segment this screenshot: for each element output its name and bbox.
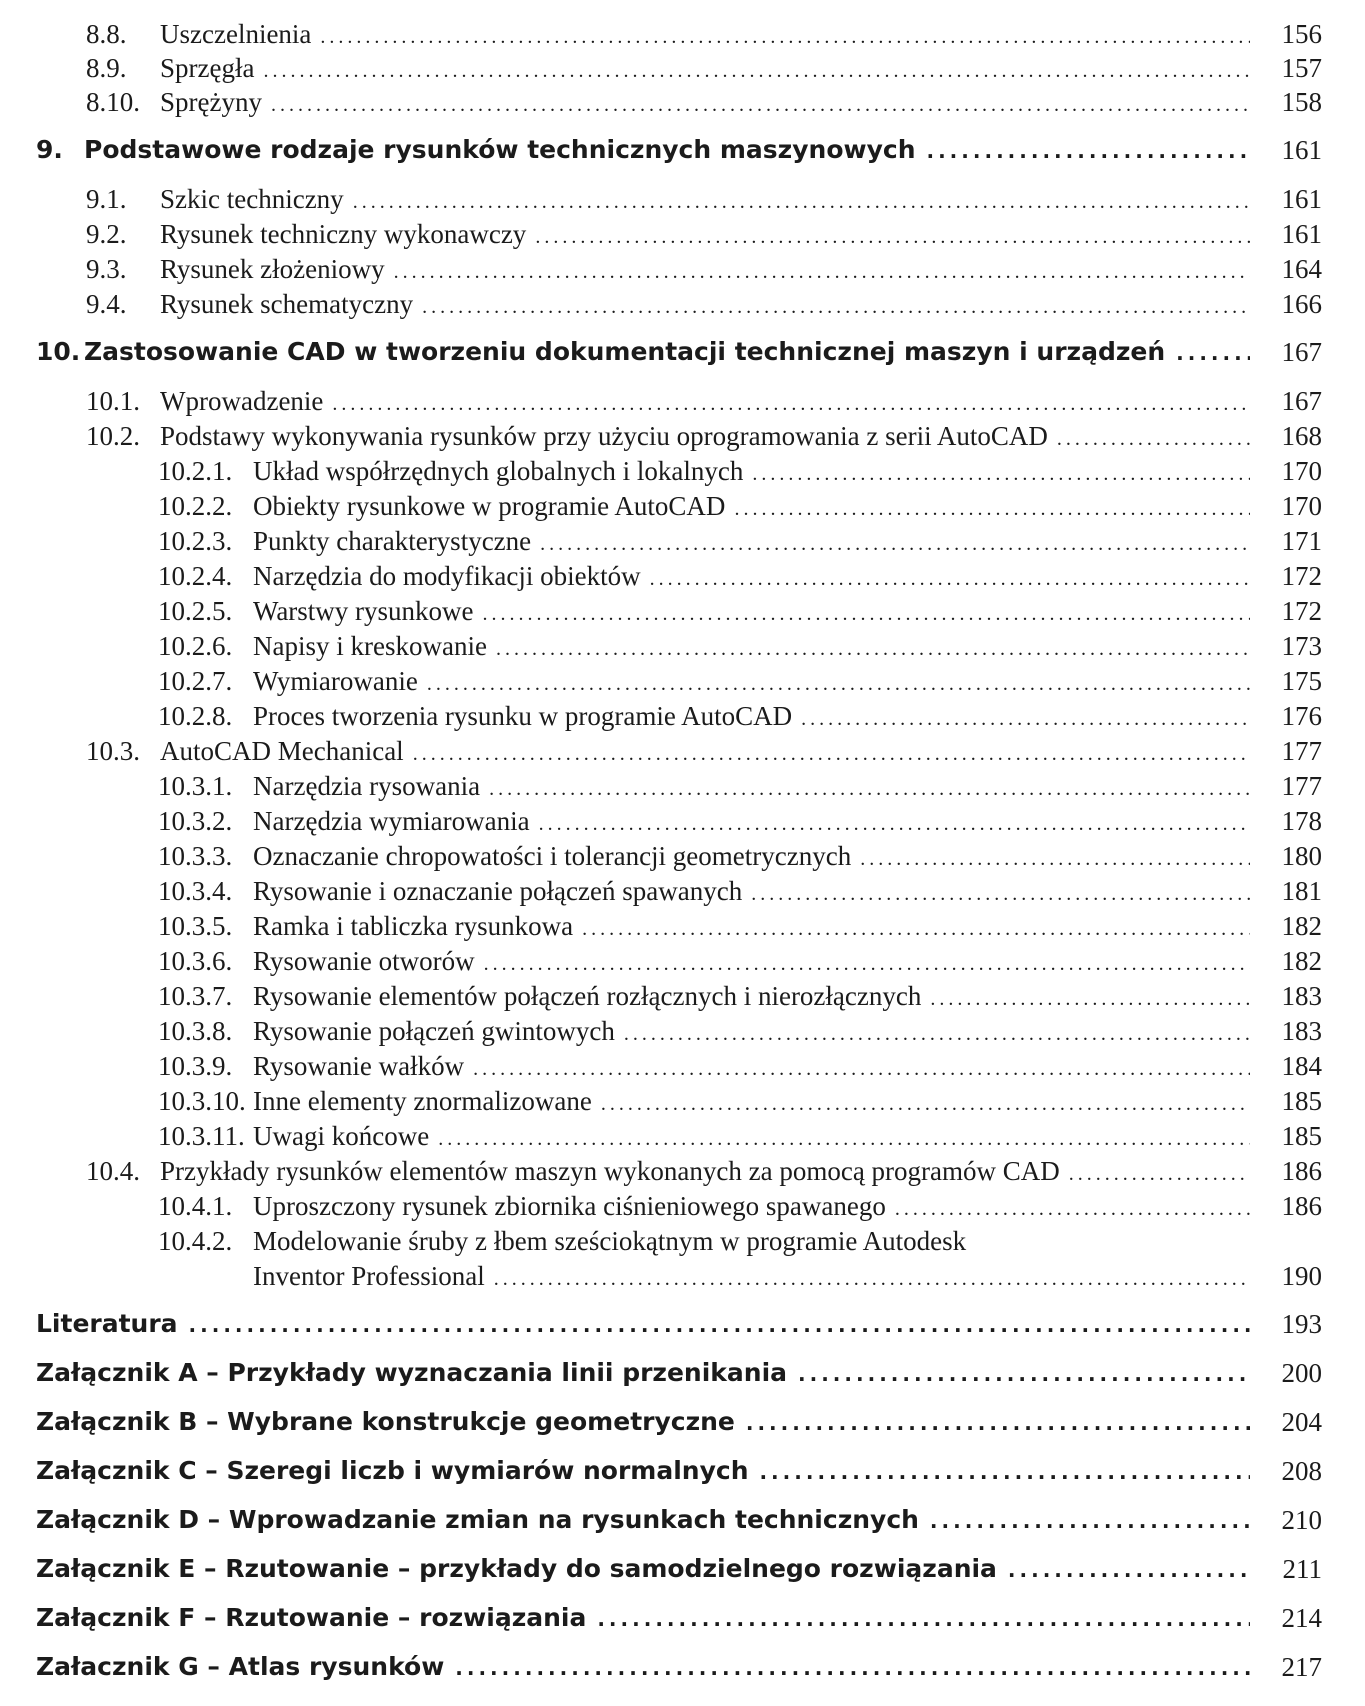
entry-title: Narzędzia rysowania ..... bbox=[253, 768, 1250, 807]
entry-page: 182 bbox=[1281, 946, 1322, 976]
appendix-title: Załacznik G – Atlas rysunków ..... bbox=[36, 1649, 1250, 1686]
toc-appendix bbox=[36, 1649, 1322, 1685]
entry-page: 171 bbox=[1281, 526, 1322, 556]
toc-subentry bbox=[36, 593, 1322, 629]
appendix-title: Załącznik A – Przykłady wyznaczania linii przenikania ..... bbox=[36, 1355, 1250, 1392]
entry-title: Rysowanie wałków ..... bbox=[253, 1048, 1250, 1087]
entry-page: 190 bbox=[1281, 1261, 1322, 1291]
entry-page: 158 bbox=[1281, 87, 1322, 117]
entry-number: 10.4.2. bbox=[158, 1226, 233, 1256]
entry-page: 185 bbox=[1281, 1086, 1322, 1116]
entry-title: Ramka i tabliczka rysunkowa ..... bbox=[253, 908, 1250, 947]
appendix-title: Załącznik F – Rzutowanie – rozwiązania ..... bbox=[36, 1600, 1250, 1637]
entry-number: 10.3.1. bbox=[158, 771, 233, 801]
entry-page: 178 bbox=[1281, 806, 1322, 836]
entry-number: 9.3. bbox=[86, 254, 127, 284]
entry-title: Rysowanie i oznaczanie połączeń spawanych ..... bbox=[253, 873, 1250, 912]
entry-title: Rysunek złożeniowy ..... bbox=[160, 251, 1250, 290]
entry-page: 186 bbox=[1281, 1156, 1322, 1186]
entry-title: Podstawy wykonywania rysunków przy użyciu oprogramowania z serii AutoCAD ..... bbox=[160, 418, 1250, 457]
toc-subentry bbox=[36, 698, 1322, 734]
appendix-title: Załącznik E – Rzutowanie – przykłady do samodzielnego rozwiązania ..... bbox=[36, 1551, 1250, 1588]
entry-title: Uwagi końcowe ..... bbox=[253, 1118, 1250, 1157]
entry-page: 175 bbox=[1281, 666, 1322, 696]
entry-title: Narzędzia do modyfikacji obiektów ..... bbox=[253, 558, 1250, 597]
entry-title: Narzędzia wymiarowania ..... bbox=[253, 803, 1250, 842]
toc-entry bbox=[36, 216, 1322, 252]
entry-page: 181 bbox=[1281, 876, 1322, 906]
entry-title: Rysowanie połączeń gwintowych ..... bbox=[253, 1013, 1250, 1052]
toc-subentry bbox=[36, 523, 1322, 559]
toc-appendix bbox=[36, 1404, 1322, 1440]
entry-title: Warstwy rysunkowe ..... bbox=[253, 593, 1250, 632]
entry-title: Przykłady rysunków elementów maszyn wykonanych za pomocą programów CAD ..... bbox=[160, 1153, 1250, 1192]
appendix-page: 200 bbox=[1281, 1358, 1322, 1388]
appendix-page: 211 bbox=[1282, 1554, 1322, 1584]
entry-number: 10.3.2. bbox=[158, 806, 233, 836]
toc-entry bbox=[36, 1153, 1322, 1189]
entry-number: 8.9. bbox=[86, 53, 127, 83]
entry-page: 170 bbox=[1281, 456, 1322, 486]
toc-subentry bbox=[36, 838, 1322, 874]
entry-number: 10.2.8. bbox=[158, 701, 233, 731]
entry-number: 10.1. bbox=[86, 386, 140, 416]
entry-title: AutoCAD Mechanical ..... bbox=[160, 733, 1250, 772]
entry-number: 8.8. bbox=[86, 19, 127, 49]
entry-number: 9.4. bbox=[86, 289, 127, 319]
chapter-title: Zastosowanie CAD w tworzeniu dokumentacji technicznej maszyn i urządzeń ..... bbox=[84, 334, 1250, 371]
entry-page: 182 bbox=[1281, 911, 1322, 941]
entry-number: 10.2.5. bbox=[158, 596, 233, 626]
appendix-title: Załącznik C – Szeregi liczb i wymiarów normalnych ..... bbox=[36, 1453, 1250, 1490]
toc-entry bbox=[36, 418, 1322, 454]
entry-number: 10.3.9. bbox=[158, 1051, 233, 1081]
entry-page: 161 bbox=[1281, 184, 1322, 214]
chapter-title: Podstawowe rodzaje rysunków technicznych maszynowych ..... bbox=[84, 132, 1250, 169]
chapter-number: 9. bbox=[36, 135, 63, 164]
toc-subentry bbox=[36, 1188, 1322, 1224]
toc-appendix bbox=[36, 1355, 1322, 1391]
toc-entry bbox=[36, 16, 1322, 52]
appendix-page: 208 bbox=[1281, 1456, 1322, 1486]
appendix-page: 217 bbox=[1281, 1652, 1322, 1682]
entry-number: 9.2. bbox=[86, 219, 127, 249]
toc-subentry bbox=[36, 453, 1322, 489]
toc-entry bbox=[36, 383, 1322, 419]
entry-number: 10.3. bbox=[86, 736, 140, 766]
entry-number: 10.4.1. bbox=[158, 1191, 233, 1221]
appendix-page: 214 bbox=[1281, 1603, 1322, 1633]
entry-page: 164 bbox=[1281, 254, 1322, 284]
entry-page: 183 bbox=[1281, 1016, 1322, 1046]
toc-appendix bbox=[36, 1502, 1322, 1538]
toc-subentry bbox=[36, 803, 1322, 839]
toc-entry bbox=[36, 286, 1322, 322]
entry-number: 10.3.10. bbox=[158, 1086, 246, 1116]
entry-title: Uszczelnienia ..... bbox=[160, 16, 1250, 55]
entry-title: Modelowanie śruby z łbem sześciokątnym w programie Autodesk bbox=[253, 1226, 967, 1256]
appendix-page: 210 bbox=[1281, 1505, 1322, 1535]
toc-subentry bbox=[36, 1013, 1322, 1049]
entry-number: 10.2. bbox=[86, 421, 140, 451]
toc-chapter bbox=[36, 132, 1322, 168]
toc-entry bbox=[36, 733, 1322, 769]
toc-entry bbox=[36, 181, 1322, 217]
entry-number: 10.2.3. bbox=[158, 526, 233, 556]
toc-subentry bbox=[36, 943, 1322, 979]
entry-title: Inventor Professional ..... bbox=[253, 1258, 1250, 1297]
entry-number: 10.3.3. bbox=[158, 841, 233, 871]
entry-page: 183 bbox=[1281, 981, 1322, 1011]
toc-entry bbox=[36, 251, 1322, 287]
entry-page: 161 bbox=[1281, 219, 1322, 249]
toc-subentry bbox=[36, 873, 1322, 909]
toc-appendix bbox=[36, 1551, 1322, 1587]
entry-title: Rysunek techniczny wykonawczy ..... bbox=[160, 216, 1250, 255]
appendix-page: 204 bbox=[1281, 1407, 1322, 1437]
toc-subentry bbox=[36, 908, 1322, 944]
toc-subentry bbox=[36, 1118, 1322, 1154]
entry-title: Szkic techniczny ..... bbox=[160, 181, 1250, 220]
entry-number: 9.1. bbox=[86, 184, 127, 214]
entry-title: Obiekty rysunkowe w programie AutoCAD ..... bbox=[253, 488, 1250, 527]
entry-number: 10.2.2. bbox=[158, 491, 233, 521]
toc-subentry bbox=[36, 1223, 1322, 1259]
entry-page: 172 bbox=[1281, 561, 1322, 591]
entry-title: Sprzęgła ..... bbox=[160, 50, 1250, 89]
entry-title: Wprowadzenie ..... bbox=[160, 383, 1250, 422]
entry-page: 166 bbox=[1281, 289, 1322, 319]
toc-subentry bbox=[36, 1083, 1322, 1119]
entry-number: 10.3.4. bbox=[158, 876, 233, 906]
chapter-number: 10. bbox=[36, 337, 81, 366]
entry-page: 176 bbox=[1281, 701, 1322, 731]
entry-title: Rysunek schematyczny ..... bbox=[160, 286, 1250, 325]
entry-number: 10.3.5. bbox=[158, 911, 233, 941]
entry-page: 186 bbox=[1281, 1191, 1322, 1221]
toc-subentry bbox=[36, 663, 1322, 699]
toc-subentry-continuation bbox=[36, 1258, 1322, 1294]
toc-subentry bbox=[36, 628, 1322, 664]
entry-number: 10.2.4. bbox=[158, 561, 233, 591]
entry-title: Inne elementy znormalizowane ..... bbox=[253, 1083, 1250, 1122]
entry-title: Napisy i kreskowanie ..... bbox=[253, 628, 1250, 667]
entry-number: 10.4. bbox=[86, 1156, 140, 1186]
entry-page: 180 bbox=[1281, 841, 1322, 871]
entry-page: 173 bbox=[1281, 631, 1322, 661]
entry-title: Rysowanie otworów ..... bbox=[253, 943, 1250, 982]
entry-page: 157 bbox=[1281, 53, 1322, 83]
entry-number: 10.2.7. bbox=[158, 666, 233, 696]
entry-number: 10.3.7. bbox=[158, 981, 233, 1011]
toc-subentry bbox=[36, 488, 1322, 524]
entry-page: 177 bbox=[1281, 771, 1322, 801]
entry-page: 167 bbox=[1281, 386, 1322, 416]
entry-page: 170 bbox=[1281, 491, 1322, 521]
entry-title: Rysowanie elementów połączeń rozłącznych i nierozłącznych ..... bbox=[253, 978, 1250, 1017]
entry-number: 10.3.6. bbox=[158, 946, 233, 976]
toc-appendix bbox=[36, 1453, 1322, 1489]
entry-page: 156 bbox=[1281, 19, 1322, 49]
entry-title: Oznaczanie chropowatości i tolerancji geometrycznych ..... bbox=[253, 838, 1250, 877]
chapter-page: 161 bbox=[1281, 135, 1322, 165]
entry-title: Proces tworzenia rysunku w programie AutoCAD ..... bbox=[253, 698, 1250, 737]
toc-entry bbox=[36, 50, 1322, 86]
toc-subentry bbox=[36, 1048, 1322, 1084]
entry-number: 8.10. bbox=[86, 87, 140, 117]
toc-entry bbox=[36, 84, 1322, 120]
entry-page: 172 bbox=[1281, 596, 1322, 626]
chapter-page: 167 bbox=[1281, 337, 1322, 367]
bibliography-page: 193 bbox=[1281, 1309, 1322, 1339]
entry-title: Układ współrzędnych globalnych i lokalnych ..... bbox=[253, 453, 1250, 492]
entry-title: Uproszczony rysunek zbiornika ciśnieniowego spawanego ..... bbox=[253, 1188, 1250, 1227]
entry-number: 10.3.11. bbox=[158, 1121, 245, 1151]
entry-title: Sprężyny ..... bbox=[160, 84, 1250, 123]
entry-number: 10.2.1. bbox=[158, 456, 233, 486]
appendix-title: Załącznik D – Wprowadzanie zmian na rysunkach technicznych ..... bbox=[36, 1502, 1250, 1539]
entry-page: 168 bbox=[1281, 421, 1322, 451]
toc-subentry bbox=[36, 558, 1322, 594]
entry-page: 184 bbox=[1281, 1051, 1322, 1081]
entry-title: Wymiarowanie ..... bbox=[253, 663, 1250, 702]
entry-number: 10.3.8. bbox=[158, 1016, 233, 1046]
toc-bibliography bbox=[36, 1306, 1322, 1342]
toc-subentry bbox=[36, 978, 1322, 1014]
bibliography-title: Literatura ..... bbox=[36, 1306, 1250, 1343]
toc-subentry bbox=[36, 768, 1322, 804]
appendix-title: Załącznik B – Wybrane konstrukcje geometryczne ..... bbox=[36, 1404, 1250, 1441]
entry-page: 185 bbox=[1281, 1121, 1322, 1151]
toc-chapter bbox=[36, 334, 1322, 370]
entry-page: 177 bbox=[1281, 736, 1322, 766]
entry-number: 10.2.6. bbox=[158, 631, 233, 661]
entry-title: Punkty charakterystyczne ..... bbox=[253, 523, 1250, 562]
toc-appendix bbox=[36, 1600, 1322, 1636]
